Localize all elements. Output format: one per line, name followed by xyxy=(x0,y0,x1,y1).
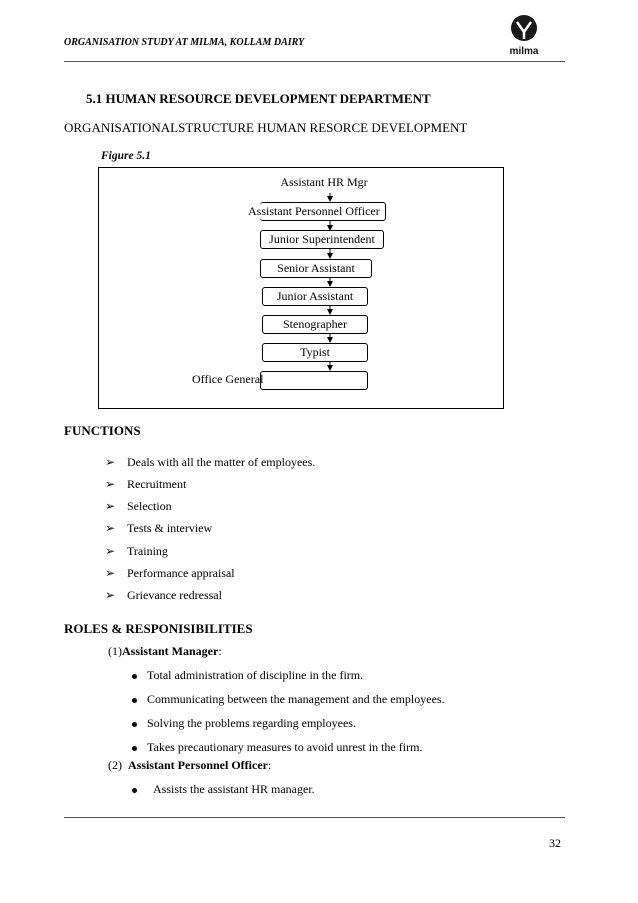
dot-bullet-icon xyxy=(132,722,137,727)
role-1-item: Solving the problems regarding employees. xyxy=(132,716,356,731)
functions-heading: FUNCTIONS xyxy=(64,423,141,438)
org-node-stenographer: Stenographer xyxy=(262,315,368,334)
arrow-bullet-icon: ➢ xyxy=(105,566,116,580)
org-node-typist: Typist xyxy=(262,343,368,362)
org-node-assistant-hr-mgr: Assistant HR Mgr xyxy=(262,174,386,193)
dot-bullet-icon xyxy=(132,698,137,703)
function-item: ➢ Grievance redressal xyxy=(105,588,222,602)
function-item: ➢ Recruitment xyxy=(105,477,187,491)
arrow-bullet-icon: ➢ xyxy=(105,588,116,602)
role-1-title: (1)Assistant Manager: xyxy=(108,644,222,658)
footer-divider xyxy=(64,817,565,818)
arrow-bullet-icon: ➢ xyxy=(105,477,116,491)
dot-bullet-icon xyxy=(132,746,137,751)
org-node-junior-superintendent: Junior Superintendent xyxy=(260,230,384,249)
section-title: 5.1 HUMAN RESOURCE DEVELOPMENT DEPARTMENT xyxy=(86,91,431,106)
org-node-junior-assistant: Junior Assistant xyxy=(262,287,368,306)
function-item: ➢ Performance appraisal xyxy=(105,566,235,580)
org-node-office-general-box xyxy=(260,371,368,390)
header-divider xyxy=(64,61,565,62)
function-item: ➢ Training xyxy=(105,544,168,558)
arrow-bullet-icon: ➢ xyxy=(105,499,116,513)
function-item: ➢ Deals with all the matter of employees. xyxy=(105,455,316,469)
role-1-item: Communicating between the management and the employees. xyxy=(132,692,445,707)
org-node-assistant-personnel-officer: Assistant Personnel Officer xyxy=(260,202,386,221)
header-title: ORGANISATION STUDY AT MILMA, KOLLAM DAIRY xyxy=(64,37,305,48)
role-1-item: Total administration of discipline in the firm. xyxy=(132,668,363,683)
org-structure-title: ORGANISATIONALSTRUCTURE HUMAN RESORCE DEVELOPMENT xyxy=(64,120,468,135)
figure-caption: Figure 5.1 xyxy=(101,150,151,162)
roles-heading: ROLES & RESPONISIBILITIES xyxy=(64,621,253,636)
arrow-bullet-icon: ➢ xyxy=(105,521,116,535)
page-number: 32 xyxy=(549,836,561,850)
org-node-office-general: Office General xyxy=(192,372,264,386)
role-2-item: Assists the assistant HR manager. xyxy=(132,782,315,797)
logo-text: milma xyxy=(509,46,539,57)
function-item: ➢ Tests & interview xyxy=(105,521,213,535)
role-1-item: Takes precautionary measures to avoid unrest in the firm. xyxy=(132,740,422,755)
org-node-senior-assistant: Senior Assistant xyxy=(260,259,372,278)
dot-bullet-icon xyxy=(132,674,137,679)
milma-logo xyxy=(495,12,553,58)
arrow-bullet-icon: ➢ xyxy=(105,455,116,469)
dot-bullet-icon xyxy=(132,788,137,793)
function-item: ➢ Selection xyxy=(105,499,172,513)
role-2-title: (2) Assistant Personnel Officer: xyxy=(108,758,272,772)
arrow-bullet-icon: ➢ xyxy=(105,544,116,558)
